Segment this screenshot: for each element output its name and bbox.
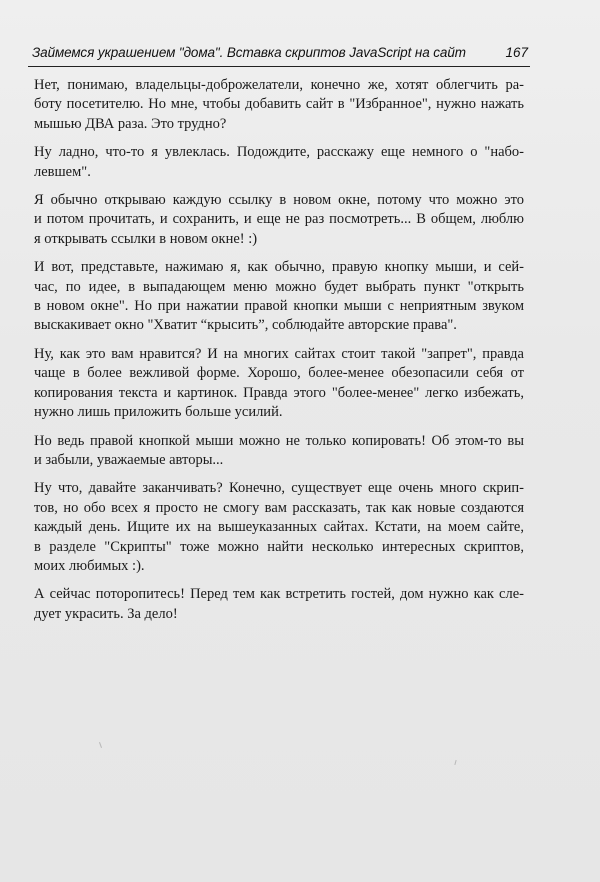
text-line: в разделе "Скрипты" тоже можно найти несколько интересных скриптов, bbox=[34, 538, 524, 555]
text-line: чаще в более вежливой форме. Хорошо, более-менее обезопасили себя от bbox=[34, 365, 524, 382]
text-line: левшем". bbox=[34, 163, 91, 180]
header-title: Займемся украшением "дома". Вставка скриптов JavaScript на сайт bbox=[32, 45, 466, 60]
paragraph bbox=[34, 432, 524, 471]
text-line: Ну что, давайте заканчивать? Конечно, существует еще очень много скрип- bbox=[34, 480, 524, 497]
text-line: Нет, понимаю, владельцы-доброжелатели, конечно же, хотят облегчить ра- bbox=[34, 77, 524, 93]
text-line: моих любимых :). bbox=[34, 557, 145, 574]
text-line: тов, но обо всех я просто не смогу вам рассказать, так как новые создаются bbox=[34, 499, 524, 516]
paragraph bbox=[34, 479, 524, 576]
text-line: и потом прочитать, и сохранить, и еще не раз посмотреть... В общем, люблю bbox=[34, 211, 524, 228]
text-line: мышью ДВА раза. Это трудно? bbox=[34, 115, 227, 132]
text-line: копирования текста и картинок. Правда этого "более-менее" легко избежать, bbox=[34, 384, 524, 401]
running-header bbox=[28, 44, 530, 67]
text-line: Ну, как это вам нравится? И на многих сайтах стоит такой "запрет", правда bbox=[34, 345, 524, 362]
text-line: Я обычно открываю каждую ссылку в новом окне, потому что можно это bbox=[34, 192, 524, 209]
page-number: 167 bbox=[505, 45, 528, 60]
text-line: каждый день. Ищите их на вышеуказанных сайтах. Кстати, на моем сайте, bbox=[34, 519, 524, 536]
text-line: И вот, представьте, нажимаю я, как обычно, правую кнопку мыши, и сей- bbox=[34, 259, 524, 276]
scan-artifact bbox=[454, 760, 456, 765]
scan-artifact bbox=[99, 742, 102, 748]
paragraph bbox=[34, 191, 524, 249]
text-line: в новом окне". Но при нажатии правой кнопки мыши с неприятным звуком bbox=[34, 298, 524, 315]
text-line: и забыли, уважаемые авторы... bbox=[34, 451, 224, 468]
text-line: дует украсить. За дело! bbox=[34, 605, 178, 622]
text-line: Ну ладно, что-то я увлеклась. Подождите, расскажу еще немного о "набо- bbox=[34, 144, 524, 161]
paragraph bbox=[34, 76, 524, 134]
text-line: я открывать ссылки в новом окне! :) bbox=[34, 230, 258, 247]
body-text bbox=[34, 76, 524, 633]
text-line: А сейчас поторопитесь! Перед тем как встретить гостей, дом нужно как сле- bbox=[34, 586, 524, 603]
paragraph bbox=[34, 345, 524, 423]
text-line: нужно лишь приложить больше усилий. bbox=[34, 404, 283, 421]
text-line: выскакивает окно "Хватит “крысить”, соблюдайте авторские права". bbox=[34, 317, 457, 334]
paragraph bbox=[34, 143, 524, 182]
text-line: Но ведь правой кнопкой мыши можно не только копировать! Об этом-то вы bbox=[34, 432, 524, 449]
text-line: час, по идее, в выпадающем меню можно будет выбрать пункт "открыть bbox=[34, 278, 524, 295]
paragraph bbox=[34, 258, 524, 336]
text-line: боту посетителю. Но мне, чтобы добавить сайт в "Избранное", нужно нажать bbox=[34, 96, 524, 113]
paragraph bbox=[34, 585, 524, 624]
